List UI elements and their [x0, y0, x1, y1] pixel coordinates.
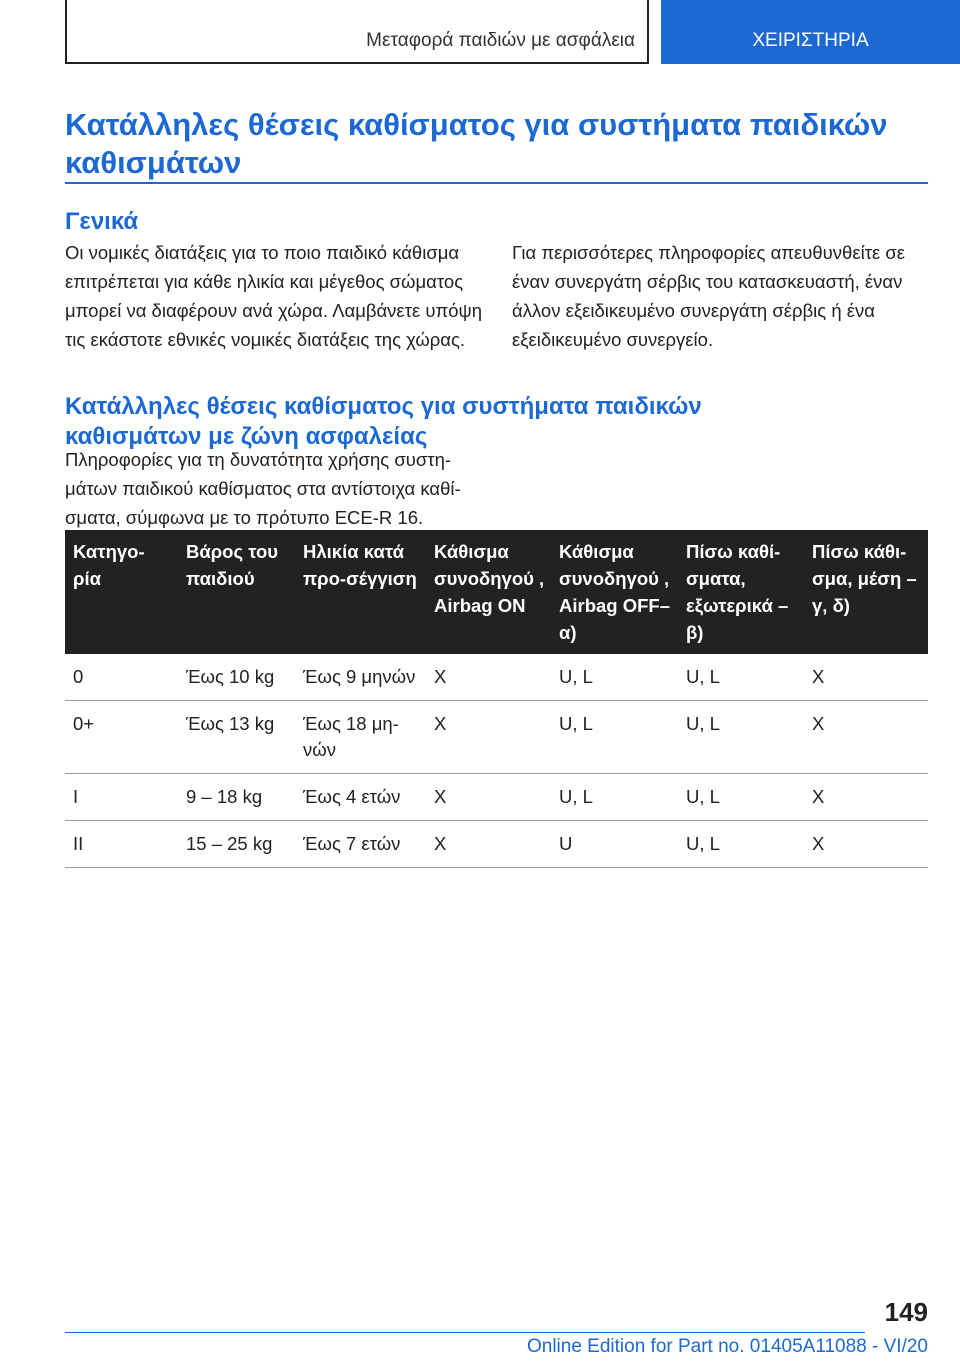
table-cell: X [426, 654, 551, 701]
table-cell: II [65, 821, 178, 868]
table-cell: X [426, 774, 551, 821]
title-divider [65, 182, 928, 184]
col-header-passenger-airbag-on: Κάθισμα συνοδηγού , Airbag ON [426, 530, 551, 654]
col-header-passenger-airbag-off: Κάθισμα συνοδηγού , Airbag OFF– α) [551, 530, 678, 654]
general-paragraph-left: Οι νομικές διατάξεις για το ποιο παιδικό κάθισμα επιτρέπεται για κάθε ηλικία και μέγεθος σώματος μπορεί να διαφέρουν ανά χώρα. Λαμβάνετε υπόψη τις εκάστοτε εθνικές νομικές διατάξεις της χώρας. [65, 242, 483, 350]
table-cell: Έως 7 ετών [295, 821, 426, 868]
page-number: 149 [884, 1297, 928, 1327]
table-cell: X [426, 821, 551, 868]
table-cell: Έως 13 kg [178, 701, 295, 774]
table-cell: 0+ [65, 701, 178, 774]
child-seat-table [65, 530, 928, 868]
col-header-category: Κατηγο-ρία [65, 530, 178, 654]
table-cell: X [804, 774, 928, 821]
table-header-row [65, 530, 928, 654]
belt-section-paragraph: Πληροφορίες για τη δυνατότητα χρήσης συστη-μάτων παιδικού καθίσματος στα αντίστοιχα καθί-σματα, σύμφωνα με το πρότυπο ECE-R 16. [65, 449, 461, 528]
col-header-age: Ηλικία κατά προ-σέγγιση [295, 530, 426, 654]
table-cell: U, L [551, 701, 678, 774]
table-cell: X [426, 701, 551, 774]
table-cell: X [804, 654, 928, 701]
belt-section-heading: Κατάλληλες θέσεις καθίσματος για συστήματα παιδικών καθισμάτων με ζώνη ασφαλείας [65, 393, 702, 450]
table-row [65, 821, 928, 868]
table-cell: Έως 4 ετών [295, 774, 426, 821]
table-cell: Έως 18 μη-νών [295, 701, 426, 774]
col-header-rear-middle: Πίσω κάθι-σμα, μέση – γ, δ) [804, 530, 928, 654]
table-cell: U [551, 821, 678, 868]
table-cell: Έως 9 μηνών [295, 654, 426, 701]
footer-divider [65, 1332, 865, 1333]
col-header-rear-outer: Πίσω καθί-σματα, εξωτερικά – β) [678, 530, 804, 654]
general-paragraph-right: Για περισσότερες πληροφορίες απευθυνθείτε σε έναν συνεργάτη σέρβις του κατασκευαστή, έναν άλλον εξειδικευμένο συνεργάτη σέρβις ή ένα εξειδικευμένο συνεργείο. [512, 242, 906, 350]
page-title: Κατάλληλες θέσεις καθίσματος για συστήματα παιδικών καθισμάτων [65, 107, 888, 180]
table-cell: U, L [678, 654, 804, 701]
table-cell: U, L [551, 654, 678, 701]
table-cell: U, L [678, 701, 804, 774]
table-row [65, 654, 928, 701]
tab-controls[interactable]: ΧΕΙΡΙΣΤΗΡΙΑ [661, 0, 960, 64]
table-cell: U, L [678, 821, 804, 868]
table-row [65, 774, 928, 821]
table-cell: X [804, 821, 928, 868]
table-cell: U, L [678, 774, 804, 821]
general-heading: Γενικά [65, 208, 139, 235]
table-cell: I [65, 774, 178, 821]
col-header-weight: Βάρος του παιδιού [178, 530, 295, 654]
section-title: Μεταφορά παιδιών με ασφάλεια [366, 30, 635, 51]
footer-edition: Online Edition for Part no. 01405A11088 - VI/20 [526, 1336, 928, 1357]
table-cell: X [804, 701, 928, 774]
table-cell: 9 – 18 kg [178, 774, 295, 821]
table-row [65, 701, 928, 774]
table-cell: U, L [551, 774, 678, 821]
table-cell: 15 – 25 kg [178, 821, 295, 868]
table-cell: 0 [65, 654, 178, 701]
table-cell: Έως 10 kg [178, 654, 295, 701]
